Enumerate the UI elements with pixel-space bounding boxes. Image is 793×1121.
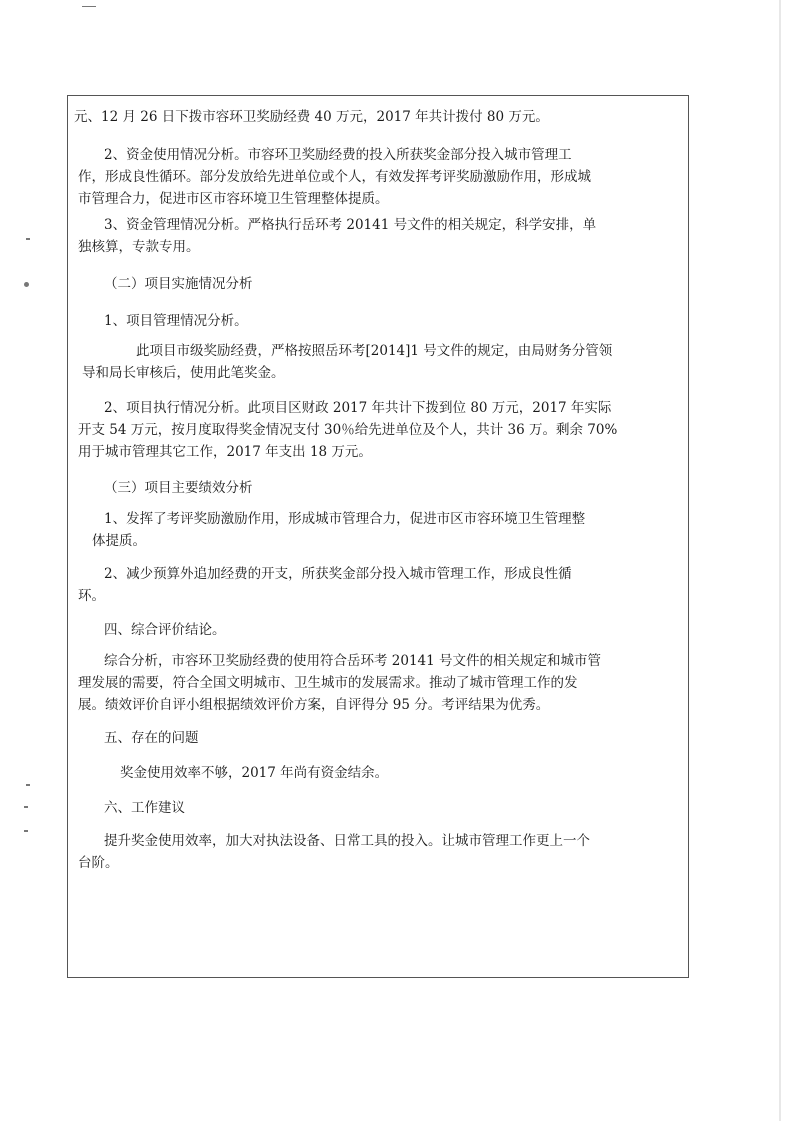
text-line: 此项目市级奖励经费，严格按照岳环考[2014]1 号文件的规定，由局财务分管领 <box>136 343 613 359</box>
paragraph-performance-1 <box>74 508 684 552</box>
text-line: 市管理合力，促进市区市容环境卫生管理整体提质。 <box>78 191 389 207</box>
text-line: 用于城市管理其它工作，2017 年支出 18 万元。 <box>78 444 372 460</box>
text-line: 综合分析，市容环卫奖励经费的使用符合岳环考 20141 号文件的相关规定和城市管 <box>104 653 602 669</box>
text-line: 3、资金管理情况分析。严格执行岳环考 20141 号文件的相关规定，科学安排，单 <box>104 217 597 233</box>
text-line: 台阶。 <box>78 855 119 871</box>
text-line: 导和局长审核后，使用此笔奖金。 <box>82 365 285 381</box>
text-line: 提升奖金使用效率，加大对执法设备、日常工具的投入。让城市管理工作更上一个 <box>104 833 590 849</box>
paragraph-conclusion <box>74 650 684 716</box>
margin-mark <box>24 806 28 808</box>
section-heading <box>74 727 684 749</box>
paragraph-usage-analysis <box>74 144 684 210</box>
text-line: 独核算，专款专用。 <box>78 239 200 255</box>
section-heading <box>74 273 684 295</box>
text-line: 五、存在的问题 <box>104 730 199 746</box>
section-heading <box>74 477 684 499</box>
top-scan-mark <box>82 6 96 7</box>
text-line: （三）项目主要绩效分析 <box>104 480 253 496</box>
text-line: 1、项目管理情况分析。 <box>104 313 248 329</box>
paragraph-project-management <box>74 340 684 384</box>
scan-edge <box>779 0 781 1121</box>
text-line: 1、发挥了考评奖励激励作用，形成城市管理合力，促进市区市容环境卫生管理整 <box>104 511 586 527</box>
margin-mark <box>24 282 29 287</box>
text-line: （二）项目实施情况分析 <box>104 276 253 292</box>
margin-mark <box>26 784 30 786</box>
paragraph-management-analysis <box>74 214 684 258</box>
text-line: 体提质。 <box>92 533 146 549</box>
text-line: 元、12 月 26 日下拨市容环卫奖励经费 40 万元，2017 年共计拨付 80 万元。 <box>74 109 549 125</box>
section-heading <box>74 797 684 819</box>
subsection-heading <box>74 310 684 332</box>
text-line: 奖金使用效率不够，2017 年尚有资金结余。 <box>120 765 389 781</box>
paragraph-funding <box>74 106 684 128</box>
text-line: 理发展的需要，符合全国文明城市、卫生城市的发展需求。推动了城市管理工作的发 <box>78 675 578 691</box>
margin-mark <box>24 830 28 832</box>
paragraph-problems <box>74 762 684 784</box>
paragraph-performance-2 <box>74 563 684 607</box>
text-line: 2、减少预算外追加经费的开支，所获奖金部分投入城市管理工作，形成良性循 <box>104 566 572 582</box>
text-line: 展。绩效评价自评小组根据绩效评价方案，自评得分 95 分。考评结果为优秀。 <box>78 697 550 713</box>
paragraph-project-execution <box>74 397 684 463</box>
text-line: 环。 <box>78 588 105 604</box>
text-line: 作，形成良性循环。部分发放给先进单位或个人，有效发挥考评奖励激励作用，形成城 <box>78 169 591 185</box>
section-heading <box>74 619 684 641</box>
text-line: 开支 54 万元，按月度取得奖金情况支付 30％给先进单位及个人，共计 36 万。剩余 70% <box>78 422 618 438</box>
paragraph-suggestions <box>74 830 684 874</box>
text-line: 2、项目执行情况分析。此项目区财政 2017 年共计下拨到位 80 万元，2017 年实际 <box>104 400 612 416</box>
text-line: 2、资金使用情况分析。市容环卫奖励经费的投入所获奖金部分投入城市管理工 <box>104 147 572 163</box>
margin-mark <box>26 238 30 240</box>
text-line: 六、工作建议 <box>104 800 185 816</box>
text-line: 四、综合评价结论。 <box>104 622 226 638</box>
